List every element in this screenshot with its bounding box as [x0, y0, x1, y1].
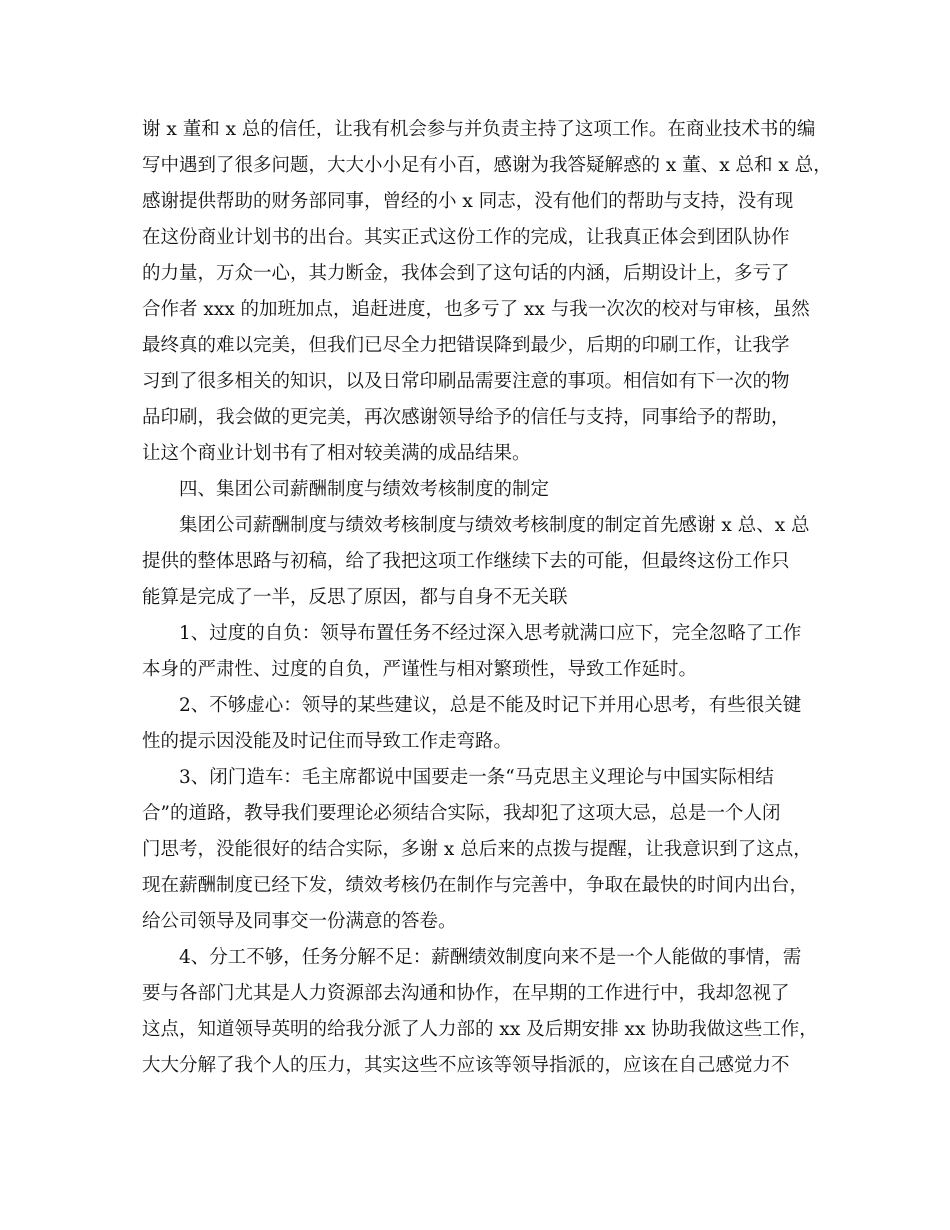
text-line: 最终真的难以完美，但我们已尽全力把错误降到最少，后期的印刷工作，让我学 [142, 335, 790, 356]
text-line: 谢 x 董和 x 总的信任，让我有机会参与并负责主持了这项工作。在商业技术书的编 [142, 119, 816, 140]
text-line: 合作者 xxx 的加班加点，追赶进度，也多亏了 xx 与我一次次的校对与审核，虽然 [142, 299, 810, 320]
text-line: 这点，知道领导英明的给我分派了人力部的 xx 及后期安排 xx 协助我做这些工作， [142, 1019, 818, 1040]
text-line: 4、分工不够，任务分解不足：薪酬绩效制度向来不是一个人能做的事情，需 [179, 947, 802, 968]
text-line: 1、过度的自负：领导布置任务不经过深入思考就满口应下，完全忽略了工作 [179, 623, 802, 644]
text-line: 感谢提供帮助的财务部同事，曾经的小 x 同志，没有他们的帮助与支持，没有现 [142, 191, 794, 212]
text-line: 现在薪酬制度已经下发，绩效考核仍在制作与完善中，争取在最快的时间内出台， [142, 875, 809, 896]
text-line: 性的提示因没能及时记住而导致工作走弯路。 [142, 731, 513, 752]
text-line: 品印刷，我会做的更完美，再次感谢领导给予的信任与支持，同事给予的帮助， [142, 407, 790, 428]
text-line: 大大分解了我个人的压力，其实这些不应该等领导指派的，应该在自己感觉力不 [142, 1055, 790, 1076]
text-line: 本身的严肃性、过度的自负，严谨性与相对繁琐性，导致工作延时。 [142, 659, 698, 680]
text-line: 集团公司薪酬制度与绩效考核制度与绩效考核制度的制定首先感谢 x 总、x 总 [179, 515, 810, 536]
text-line: 要与各部门尤其是人力资源部去沟通和协作，在早期的工作进行中，我却忽视了 [142, 983, 790, 1004]
text-line: 让这个商业计划书有了相对较美满的成品结果。 [142, 443, 531, 464]
document-body [142, 112, 832, 1084]
text-line: 写中遇到了很多问题，大大小小足有小百，感谢为我答疑解惑的 x 董、x 总和 x 总， [142, 155, 832, 176]
text-line: 能算是完成了一半，反思了原因，都与自身不无关联 [142, 587, 568, 608]
text-line: 提供的整体思路与初稿，给了我把这项工作继续下去的可能，但最终这份工作只 [142, 551, 790, 572]
text-line: 四、集团公司薪酬制度与绩效考核制度的制定 [179, 479, 550, 500]
text-line: 的力量，万众一心，其力断金，我体会到了这句话的内涵，后期设计上，多亏了 [142, 263, 790, 284]
text-line: 给公司领导及同事交一份满意的答卷。 [142, 911, 457, 932]
text-line: 3、闭门造车：毛主席都说中国要走一条“马克思主义理论与中国实际相结 [179, 767, 774, 788]
text-line: 门思考，没能很好的结合实际，多谢 x 总后来的点拨与提醒，让我意识到了这点， [142, 839, 812, 860]
text-line: 在这份商业计划书的出台。其实正式这份工作的完成，让我真正体会到团队协作 [142, 227, 790, 248]
text-line: 2、不够虚心：领导的某些建议，总是不能及时记下并用心思考，有些很关键 [179, 695, 802, 716]
text-line: 合”的道路，教导我们要理论必须结合实际，我却犯了这项大忌，总是一个人闭 [142, 803, 781, 824]
text-line: 习到了很多相关的知识，以及日常印刷品需要注意的事项。相信如有下一次的物 [142, 371, 790, 392]
